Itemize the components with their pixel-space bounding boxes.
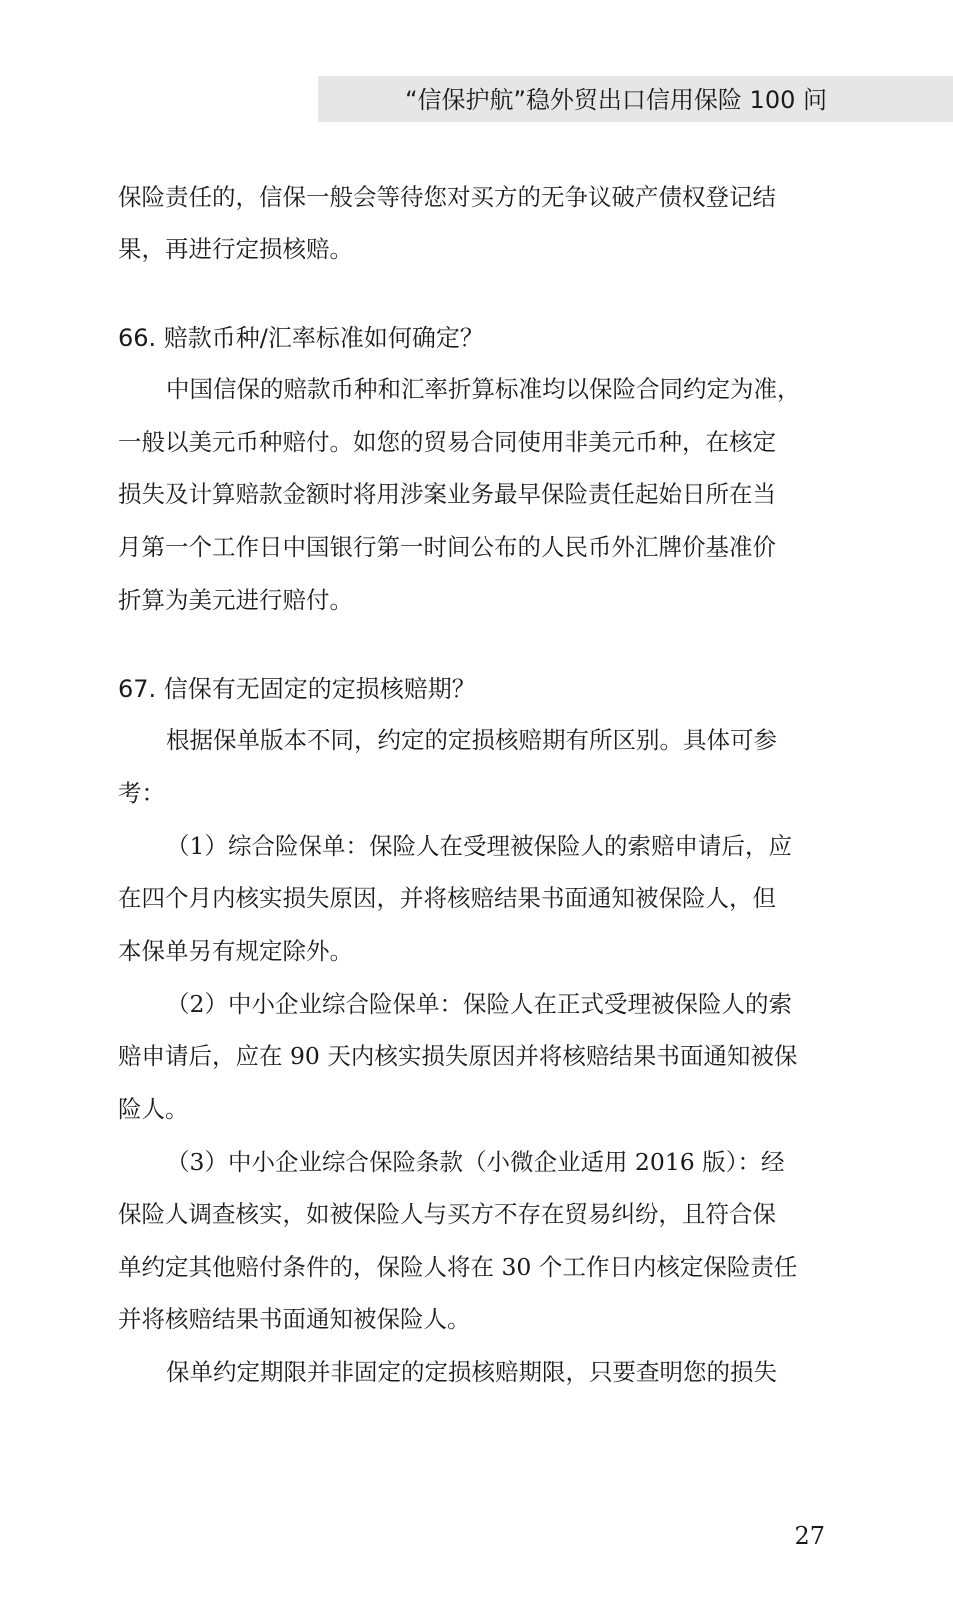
body-line: 月第一个工作日中国银行第一时间公布的人民币外汇牌价基准价 xyxy=(118,533,776,561)
body-line: 损失及计算赔款金额时将用涉案业务最早保险责任起始日所在当 xyxy=(118,480,776,508)
body-line: 根据保单版本不同，约定的定损核赔期有所区别。具体可参 xyxy=(166,726,777,754)
body-line: 赔申请后，应在 90 天内核实损失原因并将核赔结果书面通知被保 xyxy=(118,1042,798,1070)
body-line: 保险责任的，信保一般会等待您对买方的无争议破产债权登记结 xyxy=(118,183,776,211)
body-line: 并将核赔结果书面通知被保险人。 xyxy=(118,1305,471,1333)
body-line: 折算为美元进行赔付。 xyxy=(118,586,353,614)
body-line: 中国信保的赔款币种和汇率折算标准均以保险合同约定为准， xyxy=(166,375,801,403)
body-line: 险人。 xyxy=(118,1095,189,1123)
running-header-title: “信保护航”稳外贸出口信用保险 100 问 xyxy=(405,86,827,114)
body-line: （3）中小企业综合保险条款（小微企业适用 2016 版）：经 xyxy=(166,1148,785,1176)
question-heading-67: 67. 信保有无固定的定损核赔期？ xyxy=(118,675,476,703)
body-line: （1）综合险保单：保险人在受理被保险人的索赔申请后，应 xyxy=(166,832,792,860)
question-heading-66: 66. 赔款币种/汇率标准如何确定？ xyxy=(118,324,484,352)
page-number: 27 xyxy=(794,1522,825,1550)
body-line: 保单约定期限并非固定的定损核赔期限，只要查明您的损失 xyxy=(166,1358,777,1386)
body-line: 保险人调查核实，如被保险人与买方不存在贸易纠纷，且符合保 xyxy=(118,1200,776,1228)
body-line: 一般以美元币种赔付。如您的贸易合同使用非美元币种，在核定 xyxy=(118,428,776,456)
body-line: 果，再进行定损核赔。 xyxy=(118,235,353,263)
body-line: 单约定其他赔付条件的，保险人将在 30 个工作日内核定保险责任 xyxy=(118,1253,798,1281)
body-line: 在四个月内核实损失原因，并将核赔结果书面通知被保险人，但 xyxy=(118,884,776,912)
body-line: （2）中小企业综合险保单：保险人在正式受理被保险人的索 xyxy=(166,990,792,1018)
body-line: 本保单另有规定除外。 xyxy=(118,937,353,965)
body-line: 考： xyxy=(118,779,165,807)
